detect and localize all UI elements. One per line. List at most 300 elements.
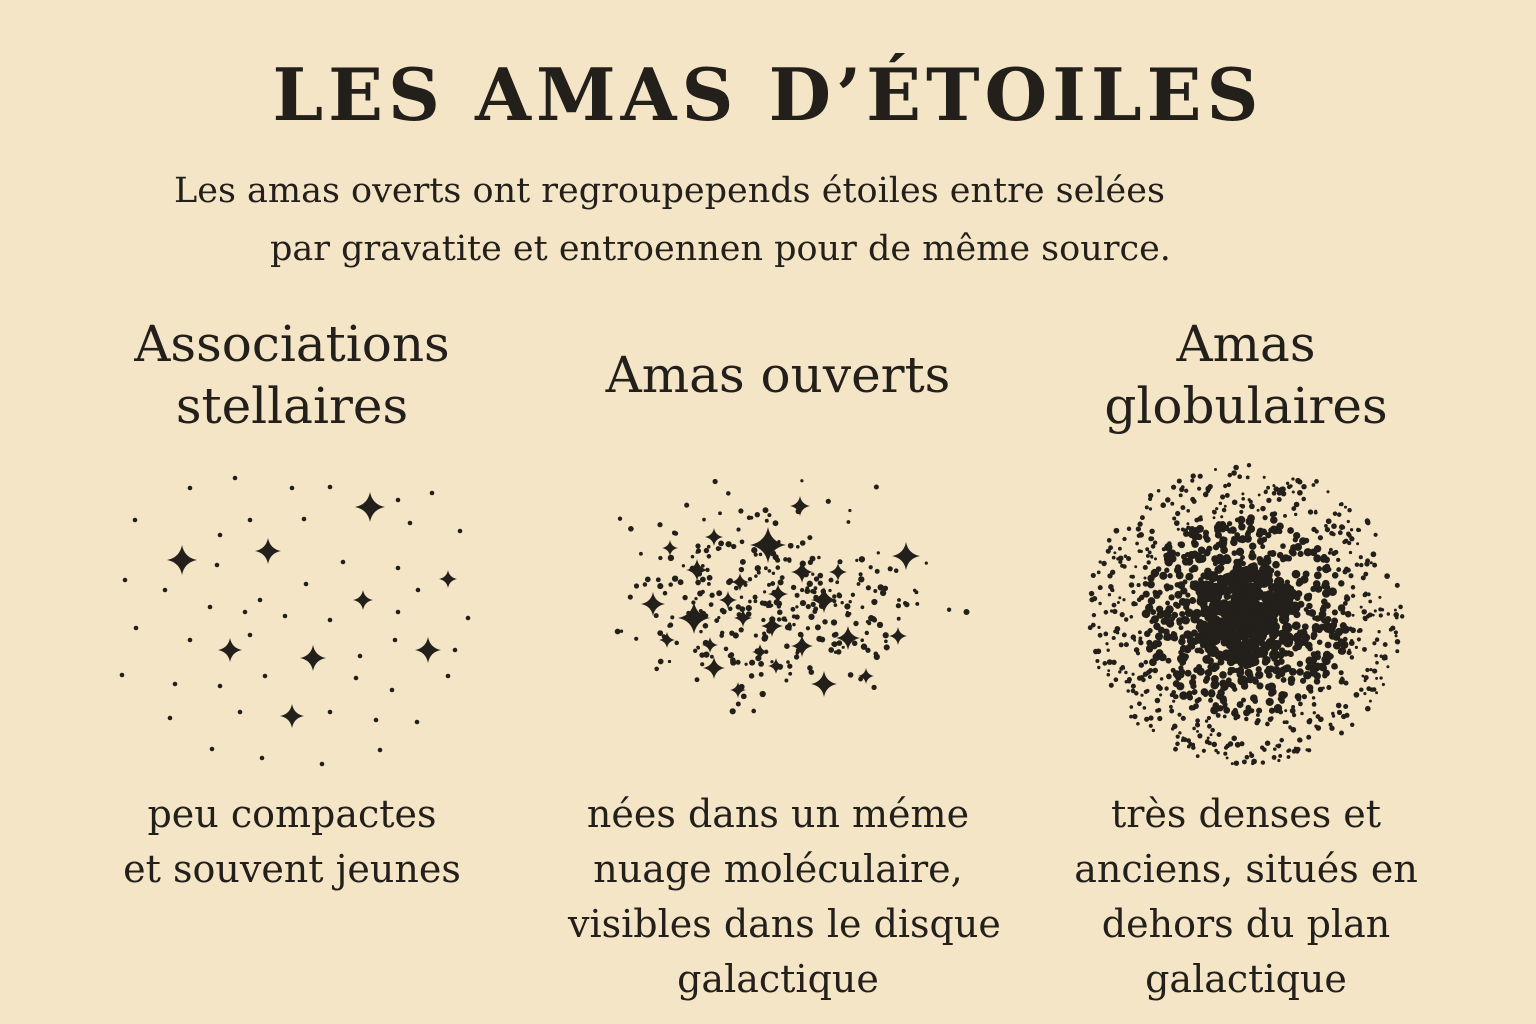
- star-dot: [639, 552, 643, 556]
- star-dot: [1272, 484, 1275, 487]
- star-dot: [1282, 632, 1294, 644]
- star-dot: [1338, 647, 1346, 655]
- star-dot: [1345, 611, 1352, 618]
- star-dot: [1137, 533, 1141, 537]
- star-dot: [1176, 571, 1184, 579]
- star-dot: [866, 585, 871, 590]
- star-dot: [1107, 673, 1111, 677]
- star-dot: [1152, 590, 1157, 595]
- star-dot: [1242, 599, 1250, 607]
- star-dot: [1365, 668, 1369, 672]
- star-dot: [1275, 744, 1278, 747]
- star-dot: [848, 509, 851, 512]
- star-dot: [1312, 616, 1317, 621]
- star-dot: [792, 623, 795, 626]
- star-dot: [727, 578, 733, 584]
- star-dot: [717, 616, 720, 619]
- stellar-association-illustration: [120, 476, 471, 767]
- star-dot: [1268, 597, 1278, 607]
- star-dot: [1223, 704, 1228, 709]
- star-dot: [1310, 657, 1317, 664]
- star-dot: [210, 747, 215, 752]
- star-dot: [1312, 696, 1315, 699]
- star-dot: [446, 674, 451, 679]
- star-dot: [1132, 673, 1135, 676]
- star-dot: [1241, 492, 1244, 495]
- star-dot: [1137, 583, 1141, 587]
- star-dot: [947, 608, 951, 612]
- star-dot: [1234, 761, 1239, 766]
- star-dot: [1184, 489, 1188, 493]
- star-dot: [770, 660, 773, 663]
- star-dot: [1185, 552, 1190, 557]
- star-dot: [1257, 630, 1267, 640]
- star-dot: [694, 597, 697, 600]
- star-dot: [878, 584, 884, 590]
- star-dot: [1375, 661, 1379, 665]
- star-dot: [1314, 572, 1322, 580]
- star-dot: [1190, 479, 1194, 483]
- star-sparkle: [768, 658, 784, 674]
- star-dot: [1255, 718, 1260, 723]
- page-title: LES AMAS D’ÉTOILES: [272, 52, 1264, 137]
- star-dot: [1146, 645, 1151, 650]
- star-dot: [1171, 612, 1178, 619]
- description-stellar-associations: [82, 787, 502, 897]
- star-dot: [822, 619, 827, 624]
- star-dot: [1245, 669, 1250, 674]
- star-dot: [1210, 664, 1218, 672]
- star-dot: [1328, 587, 1337, 596]
- star-sparkle: [731, 573, 749, 591]
- star-dot: [672, 575, 678, 581]
- star-dot: [1148, 668, 1153, 673]
- star-dot: [724, 647, 729, 652]
- star-dot: [1291, 544, 1296, 549]
- star-dot: [1325, 527, 1330, 532]
- star-dot: [1250, 694, 1258, 702]
- star-dot: [1284, 709, 1287, 712]
- star-dot: [768, 569, 772, 573]
- description-line: anciens, situés en: [1074, 847, 1418, 891]
- star-dot: [1107, 659, 1113, 665]
- star-dot: [1190, 581, 1195, 586]
- star-dot: [1349, 536, 1354, 541]
- star-dot: [736, 528, 740, 532]
- star-dot: [1231, 470, 1237, 476]
- star-dot: [841, 601, 844, 604]
- heading-globular-clusters: [1104, 313, 1387, 437]
- star-dot: [1195, 722, 1200, 727]
- star-dot: [837, 559, 842, 564]
- star-dot: [860, 638, 864, 642]
- star-dot: [1165, 559, 1172, 566]
- star-dot: [1263, 476, 1266, 479]
- star-dot: [1284, 664, 1292, 672]
- star-dot: [1304, 548, 1312, 556]
- column-open-clusters: [568, 305, 1001, 1001]
- star-dot: [1351, 594, 1355, 598]
- star-dot: [1347, 508, 1351, 512]
- star-dot: [783, 557, 788, 562]
- star-dot: [1215, 531, 1222, 538]
- star-sparkle: [678, 602, 710, 634]
- star-dot: [861, 644, 867, 650]
- star-dot: [693, 649, 697, 653]
- star-dot: [1306, 595, 1311, 600]
- star-dot: [1199, 649, 1204, 654]
- star-dot: [1114, 528, 1120, 534]
- star-dot: [699, 652, 704, 657]
- star-dot: [1294, 602, 1300, 608]
- star-dot: [1326, 490, 1329, 493]
- star-dot: [1266, 672, 1273, 679]
- star-dot: [1362, 647, 1367, 652]
- star-dot: [731, 544, 736, 549]
- star-dot: [238, 710, 243, 715]
- star-dot: [1186, 573, 1193, 580]
- star-dot: [1311, 632, 1318, 639]
- star-dot: [378, 748, 383, 753]
- star-dot: [1236, 548, 1244, 556]
- star-dot: [1182, 616, 1190, 624]
- star-dot: [691, 600, 695, 604]
- star-dot: [1348, 626, 1353, 631]
- star-dot: [817, 573, 823, 579]
- star-dot: [663, 591, 668, 596]
- star-dot: [1223, 752, 1227, 756]
- star-dot: [1296, 668, 1303, 675]
- star-dot: [832, 594, 836, 598]
- star-dot: [1297, 490, 1303, 496]
- star-dot: [1256, 666, 1262, 672]
- star-dot: [1143, 706, 1147, 710]
- star-dot: [1163, 553, 1169, 559]
- star-dot: [811, 602, 816, 607]
- star-dot: [873, 589, 877, 593]
- star-dot: [682, 595, 687, 600]
- star-dot: [658, 556, 662, 560]
- star-dot: [1212, 742, 1217, 747]
- star-dot: [1330, 622, 1337, 629]
- star-sparkle: [218, 638, 242, 662]
- star-dot: [1297, 661, 1303, 667]
- star-dot: [749, 660, 755, 666]
- star-dot: [1210, 681, 1218, 689]
- star-dot: [1374, 609, 1377, 612]
- star-dot: [1252, 618, 1260, 626]
- star-dot: [914, 590, 918, 594]
- star-dot: [1146, 560, 1150, 564]
- star-dot: [691, 555, 695, 559]
- star-dot: [1143, 565, 1148, 570]
- star-dot: [1359, 555, 1363, 559]
- star-dot: [818, 581, 823, 586]
- star-dot: [168, 716, 173, 721]
- star-dot: [754, 574, 757, 577]
- star-dot: [1097, 626, 1100, 629]
- star-dot: [1202, 749, 1206, 753]
- star-dot: [1138, 639, 1142, 643]
- star-dot: [1122, 537, 1126, 541]
- star-dot: [1364, 679, 1367, 682]
- star-dot: [668, 582, 673, 587]
- star-dot: [1089, 591, 1094, 596]
- star-dot: [674, 641, 679, 646]
- star-dot: [791, 585, 796, 590]
- star-dot: [1235, 742, 1241, 748]
- star-dot: [1263, 515, 1268, 520]
- star-dot: [1212, 591, 1222, 601]
- star-dot: [1301, 497, 1306, 502]
- star-dot: [1366, 614, 1370, 618]
- star-dot: [1272, 529, 1277, 534]
- star-dot: [1306, 735, 1311, 740]
- star-dot: [1261, 608, 1270, 617]
- column-globular-clusters: [1036, 305, 1456, 1001]
- star-dot: [1224, 746, 1228, 750]
- star-dot: [849, 600, 852, 603]
- star-dot: [1193, 527, 1201, 535]
- star-dot: [1091, 573, 1096, 578]
- star-dot: [915, 602, 919, 606]
- star-dot: [775, 558, 780, 563]
- star-dot: [1122, 667, 1125, 670]
- star-dot: [739, 567, 744, 572]
- star-dot: [709, 593, 714, 598]
- intro-line-2: par gravatite et entroennen pour de même source.: [270, 229, 1171, 269]
- star-dot: [1245, 755, 1250, 760]
- star-dot: [699, 609, 703, 613]
- star-dot: [1126, 689, 1129, 692]
- star-dot: [1122, 598, 1125, 601]
- star-dot: [1140, 515, 1145, 520]
- star-dot: [1218, 557, 1226, 565]
- star-dot: [1291, 477, 1294, 480]
- star-dot: [1324, 564, 1330, 570]
- star-dot: [787, 664, 792, 669]
- star-dot: [1302, 485, 1305, 488]
- star-dot: [1272, 666, 1280, 674]
- star-dot: [243, 610, 248, 615]
- star-dot: [751, 709, 756, 714]
- star-dot: [1148, 715, 1153, 720]
- star-dot: [1298, 702, 1303, 707]
- star-dot: [1203, 492, 1209, 498]
- star-dot: [800, 479, 803, 482]
- star-dot: [1249, 542, 1256, 549]
- star-dot: [702, 518, 706, 522]
- star-dot: [760, 691, 766, 697]
- star-dot: [1109, 683, 1114, 688]
- star-dot: [1135, 542, 1139, 546]
- star-dot: [1228, 473, 1232, 477]
- star-dot: [1227, 483, 1232, 488]
- star-dot: [1186, 526, 1190, 530]
- star-dot: [746, 605, 752, 611]
- star-dot: [1189, 679, 1196, 686]
- star-dot: [875, 569, 880, 574]
- star-dot: [1129, 705, 1133, 709]
- star-dot: [1363, 692, 1366, 695]
- star-dot: [1257, 528, 1265, 536]
- star-dot: [1285, 720, 1289, 724]
- star-dot: [1269, 708, 1275, 714]
- star-dot: [1136, 651, 1140, 655]
- star-sparkle: [280, 704, 304, 728]
- star-dot: [1131, 590, 1135, 594]
- star-dot: [1127, 677, 1132, 682]
- description-line: nées dans un méme: [586, 792, 970, 836]
- star-dot: [770, 581, 775, 586]
- star-dot: [1287, 607, 1295, 615]
- star-dot: [1137, 597, 1142, 602]
- star-dot: [1097, 571, 1101, 575]
- star-dot: [1139, 662, 1145, 668]
- star-dot: [1178, 731, 1181, 734]
- star-dot: [1329, 632, 1337, 640]
- star-sparkle: [353, 590, 373, 610]
- star-dot: [1228, 741, 1234, 747]
- star-dot: [634, 583, 639, 588]
- star-dot: [1178, 650, 1183, 655]
- star-dot: [716, 546, 721, 551]
- star-dot: [1225, 493, 1230, 498]
- star-dot: [1312, 483, 1316, 487]
- star-dot: [1244, 717, 1248, 721]
- heading-line: globulaires: [1104, 377, 1388, 435]
- star-dot: [707, 545, 711, 549]
- star-dot: [1207, 716, 1211, 720]
- star-dot: [430, 491, 435, 496]
- star-dot: [1233, 708, 1238, 713]
- star-dot: [1145, 547, 1149, 551]
- star-dot: [748, 600, 752, 604]
- star-dot: [133, 518, 138, 523]
- star-dot: [1226, 756, 1229, 759]
- star-dot: [1372, 614, 1375, 617]
- star-dot: [1370, 561, 1373, 564]
- star-dot: [883, 632, 889, 638]
- star-dot: [1271, 655, 1277, 661]
- star-dot: [888, 566, 893, 571]
- star-dot: [1232, 499, 1238, 505]
- star-sparkle: [703, 657, 725, 679]
- star-dot: [1146, 554, 1150, 558]
- star-dot: [466, 616, 471, 621]
- star-dot: [1293, 593, 1299, 599]
- star-sparkle: [750, 527, 786, 563]
- star-dot: [795, 605, 798, 608]
- star-dot: [744, 663, 747, 666]
- star-dot: [1260, 745, 1264, 749]
- star-dot: [773, 520, 779, 526]
- star-dot: [302, 517, 307, 522]
- star-dot: [1227, 650, 1235, 658]
- star-dot: [851, 593, 855, 597]
- star-dot: [1181, 660, 1187, 666]
- star-dot: [1167, 573, 1172, 578]
- star-dot: [1179, 691, 1188, 700]
- star-dot: [1355, 646, 1358, 649]
- star-dot: [304, 582, 309, 587]
- star-dot: [1171, 485, 1176, 490]
- star-dot: [1263, 660, 1268, 665]
- star-dot: [188, 486, 193, 491]
- star-dot: [1340, 677, 1345, 682]
- star-dot: [738, 508, 743, 513]
- star-dot: [1314, 510, 1317, 513]
- star-dot: [1274, 570, 1281, 577]
- star-dot: [1318, 716, 1324, 722]
- star-dot: [1175, 511, 1180, 516]
- star-dot: [1337, 512, 1342, 517]
- star-dot: [1215, 507, 1218, 510]
- star-dot: [697, 646, 700, 649]
- star-dot: [1263, 561, 1269, 567]
- star-dot: [770, 604, 774, 608]
- star-dot: [215, 563, 220, 568]
- star-dot: [832, 641, 838, 647]
- heading-stellar-associations: [134, 313, 449, 437]
- description-open-clusters: [568, 787, 1001, 1007]
- star-dot: [1249, 753, 1254, 758]
- star-dot: [1326, 685, 1331, 690]
- star-dot: [1256, 713, 1260, 717]
- star-dot: [1214, 468, 1217, 471]
- star-dot: [1365, 518, 1370, 523]
- star-dot: [1318, 535, 1323, 540]
- star-dot: [1166, 674, 1172, 680]
- star-dot: [874, 484, 879, 489]
- star-dot: [1333, 511, 1338, 516]
- star-dot: [1281, 691, 1287, 697]
- star-dot: [1222, 508, 1227, 513]
- star-dot: [1321, 617, 1327, 623]
- star-dot: [1314, 545, 1321, 552]
- star-dot: [1243, 642, 1252, 651]
- star-dot: [634, 637, 638, 641]
- star-dot: [670, 615, 674, 619]
- star-dot: [1238, 670, 1244, 676]
- star-dot: [1170, 502, 1174, 506]
- star-dot: [1183, 600, 1190, 607]
- star-dot: [1124, 617, 1128, 621]
- star-dot: [1103, 632, 1108, 637]
- star-dot: [1332, 532, 1336, 536]
- star-dot: [290, 486, 295, 491]
- star-dot: [1148, 493, 1153, 498]
- star-dot: [1364, 561, 1369, 566]
- star-dot: [1262, 641, 1269, 648]
- star-dot: [1294, 634, 1300, 640]
- star-dot: [1302, 634, 1310, 642]
- star-dot: [1148, 550, 1152, 554]
- star-dot: [1246, 529, 1252, 535]
- star-dot: [1313, 554, 1321, 562]
- star-dot: [1394, 609, 1397, 612]
- star-dot: [374, 718, 379, 723]
- star-dot: [1136, 526, 1141, 531]
- star-dot: [1178, 638, 1185, 645]
- star-dot: [784, 679, 788, 683]
- star-dot: [1155, 633, 1163, 641]
- star-dot: [258, 598, 263, 603]
- star-dot: [1173, 670, 1181, 678]
- star-dot: [1112, 636, 1116, 640]
- star-dot: [1306, 603, 1313, 610]
- star-dot: [837, 592, 842, 597]
